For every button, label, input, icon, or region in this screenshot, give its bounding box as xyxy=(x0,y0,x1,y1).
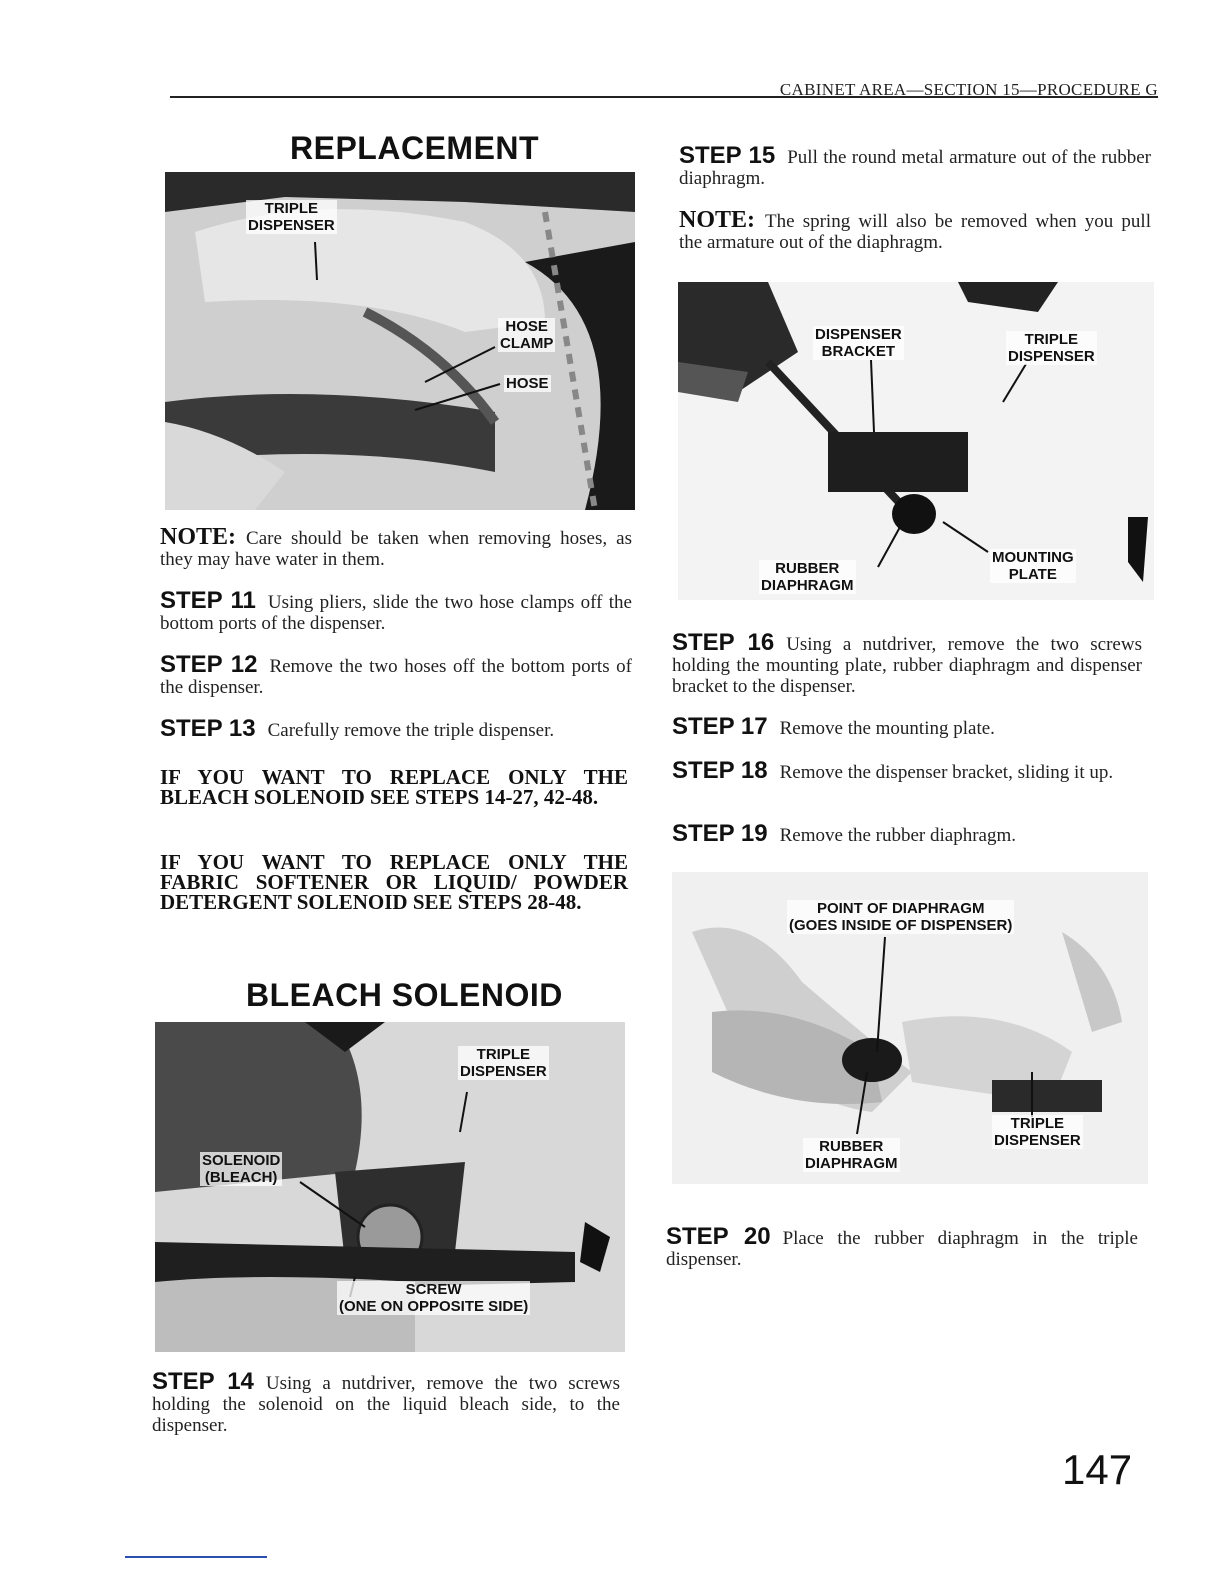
step-19: STEP 19 Remove the rubber diaphragm. xyxy=(672,820,1016,847)
replacement-heading: REPLACEMENT xyxy=(290,130,540,166)
label-hose-clamp: HOSE CLAMP xyxy=(500,318,554,352)
step-17: STEP 17 Remove the mounting plate. xyxy=(672,713,995,740)
bleach-solenoid-heading: BLEACH SOLENOID xyxy=(246,977,563,1013)
step-13: STEP 13 Carefully remove the triple dispenser. xyxy=(160,715,555,742)
label-triple-dispenser-3: TRIPLE DISPENSER xyxy=(1008,331,1095,365)
step-14: STEP 14 Using a nutdriver, remove the two screws holding the solenoid on the liquid bleach side, to the dispenser. xyxy=(152,1368,620,1436)
label-rubber-diaphragm-2: RUBBER DIAPHRAGM xyxy=(805,1138,898,1172)
label-triple-dispenser-1: TRIPLE DISPENSER xyxy=(248,200,335,234)
label-triple-dispenser-4: TRIPLE DISPENSER xyxy=(994,1115,1081,1149)
step-18: STEP 18 Remove the dispenser bracket, sliding it up. xyxy=(672,757,1114,784)
running-header: CABINET AREA—SECTION 15—PROCEDURE G xyxy=(779,80,1158,99)
photo-hose-removal xyxy=(165,172,635,510)
step-16: STEP 16 Using a nutdriver, remove the two screws holding the mounting plate, rubber diaphragm and dispenser bracket to the dispenser. xyxy=(672,629,1142,697)
footer-link-line xyxy=(125,1556,267,1558)
bleach-solenoid-instruction: IF YOU WANT TO REPLACE ONLY THE BLEACH SOLENOID SEE STEPS 14-27, 42-48. xyxy=(160,765,628,809)
step-11: STEP 11 Using pliers, slide the two hose clamps off the bottom ports of the dispenser. xyxy=(160,587,632,634)
fabric-softener-instruction: IF YOU WANT TO REPLACE ONLY THE FABRIC SOFTENER OR LIQUID/ POWDER DETERGENT SOLENOID SEE STEPS 28-48. xyxy=(160,850,628,914)
step-20: STEP 20 Place the rubber diaphragm in the triple dispenser. xyxy=(666,1223,1138,1270)
label-rubber-diaphragm-1: RUBBER DIAPHRAGM xyxy=(761,560,854,594)
label-point-of-diaphragm: POINT OF DIAPHRAGM (GOES INSIDE OF DISPENSER) xyxy=(789,900,1013,934)
photo-dispenser-bracket xyxy=(678,282,1154,600)
label-hose: HOSE xyxy=(506,375,549,392)
note-water-in-hoses: NOTE: Care should be taken when removing hoses, as they may have water in them. xyxy=(160,524,632,570)
label-solenoid-bleach: SOLENOID (BLEACH) xyxy=(202,1152,281,1186)
page-number: 147 xyxy=(1062,1446,1133,1493)
label-screw: SCREW (ONE ON OPPOSITE SIDE) xyxy=(339,1281,529,1315)
note-spring: NOTE: The spring will also be removed when you pull the armature out of the diaphragm. xyxy=(679,207,1151,253)
label-triple-dispenser-2: TRIPLE DISPENSER xyxy=(460,1046,547,1080)
label-mounting-plate: MOUNTING PLATE xyxy=(992,549,1074,583)
label-dispenser-bracket: DISPENSER BRACKET xyxy=(815,326,902,360)
step-15: STEP 15 Pull the round metal armature out of the rubber diaphragm. xyxy=(679,142,1151,189)
step-12: STEP 12 Remove the two hoses off the bottom ports of the dispenser. xyxy=(160,651,633,698)
